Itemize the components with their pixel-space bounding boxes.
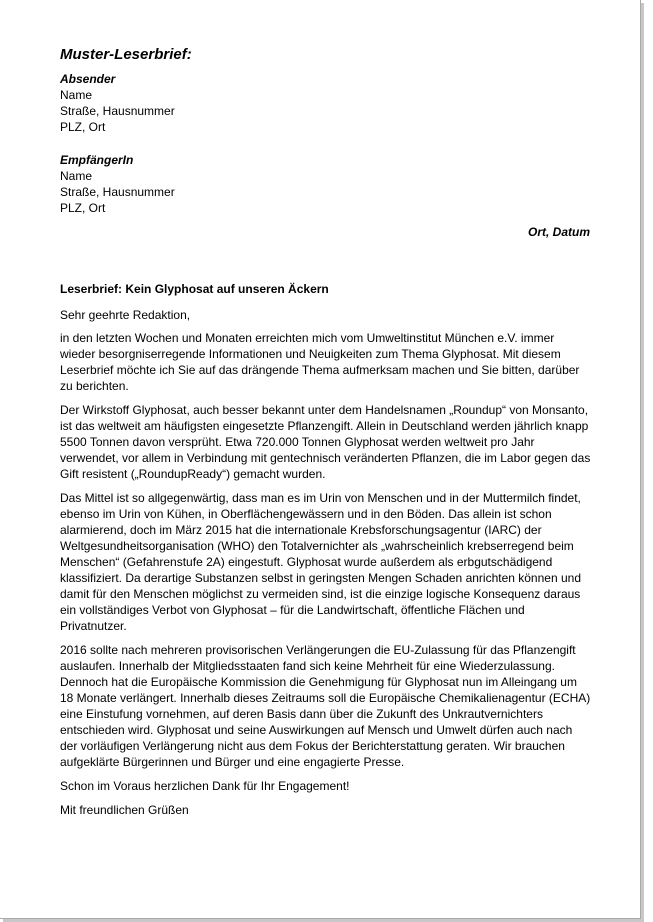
place-date: Ort, Datum bbox=[527, 225, 590, 239]
recipient-heading: EmpfängerIn bbox=[60, 153, 134, 167]
recipient-street: Straße, Hausnummer bbox=[60, 185, 175, 199]
salutation: Sehr geehrte Redaktion, bbox=[60, 308, 191, 322]
sender-block bbox=[60, 71, 592, 135]
letter-subject: Leserbrief: Kein Glyphosat auf unseren Äckern bbox=[60, 282, 329, 296]
paragraph-glyphosat-usage: Der Wirkstoff Glyphosat, auch besser bekannt unter dem Handelsnamen „Roundup“ von Monsanto, ist das weltweit am häufigsten eingesetzte Pflanzengift. Allein in Deutschland werden jährlich knapp 5500 Tonnen davon versprüht. Etwa 720.000 Tonnen Glyphosat werden weltweit pro Jahr verwendet, vor allem in Verbindung mit gentechnisch veränderten Pflanzen, die im Labor gegen das Gift resistent („RoundupReady“) gemacht wurden. bbox=[60, 403, 591, 481]
closing-line: Mit freundlichen Grüßen bbox=[60, 803, 189, 817]
paragraph-health-risk: Das Mittel ist so allgegenwärtig, dass man es im Urin von Menschen und in der Muttermilch findet, ebenso im Urin von Kühen, in Oberflächengewässern und in den Böden. Das allein ist schon alarmierend, doch im März 2015 hat die internationale Krebsforschungsagentur (IARC) der Weltgesundheitsorganisation (WHO) den Totalvernichter als „wahrscheinlich krebserregend beim Menschen“ (Gefahrenstufe 2A) eingestuft. Glyphosat wurde außerdem als erbgutschädigend klassifiziert. Da derartige Substanzen selbst in geringsten Mengen Schaden anrichten können und damit für den Menschen möglichst zu vermeiden sind, ist die einzige logische Konsequenz daraus ein vollständiges Verbot von Glyphosat – für die Landwirtschaft, öffentliche Flächen und Privatnutzer. bbox=[60, 491, 581, 633]
thanks-line: Schon im Voraus herzlichen Dank für Ihr Engagement! bbox=[60, 779, 350, 793]
sender-street: Straße, Hausnummer bbox=[60, 104, 175, 118]
sender-heading: Absender bbox=[60, 72, 116, 86]
paragraph-eu-approval: 2016 sollte nach mehreren provisorischen Verlängerungen die EU-Zulassung für das Pflanzengift auslaufen. Innerhalb der Mitgliedsstaaten fand sich keine Mehrheit für eine Wiederzulassung. Dennoch hat die Europäische Kommission die Genehmigung für Glyphosat nun im Alleingang um 18 Monate verlängert. Innerhalb dieses Zeitraums soll die Europäische Chemikalienagentur (ECHA) eine Einstufung vornehmen, auf deren Basis dann über die Zukunft des Unkrautvernichters entschieden wird. Glyphosat und seine Auswirkungen auf Mensch und Umwelt dürfen auch nach der vorläufigen Verlängerung nicht aus dem Fokus der Berichterstattung geraten. Wir brauchen aufgeklärte Bürgerinnen und Bürger und eine engagierte Presse. bbox=[60, 643, 591, 769]
recipient-block bbox=[60, 152, 592, 216]
paragraph-intro: in den letzten Wochen und Monaten erreichten mich vom Umweltinstitut München e.V. immer wieder besorgniserregende Informationen und Neuigkeiten zum Thema Glyphosat. Mit diesem Leserbrief möchte ich Sie auf das drängende Thema aufmerksam machen und Sie bitten, darüber zu berichten. bbox=[60, 331, 580, 393]
sender-city: PLZ, Ort bbox=[60, 120, 106, 134]
letter-body bbox=[60, 46, 592, 818]
recipient-name: Name bbox=[60, 169, 93, 183]
sender-name: Name bbox=[60, 88, 93, 102]
document-title: Muster-Leserbrief: bbox=[60, 46, 192, 63]
recipient-city: PLZ, Ort bbox=[60, 201, 106, 215]
